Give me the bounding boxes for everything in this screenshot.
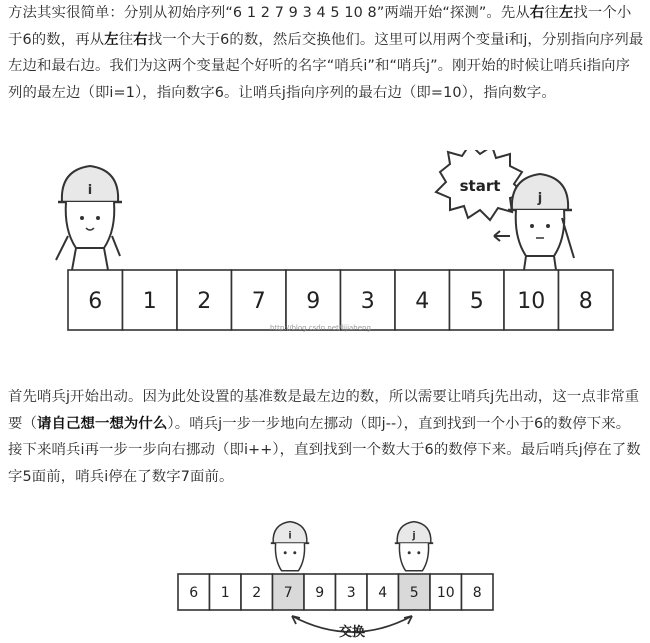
- sentry-i-small-label: i: [288, 530, 292, 542]
- sequence-cell-value: 7: [251, 288, 266, 314]
- sequence-cell-value: 7: [283, 585, 293, 602]
- sequence-cell-value: 2: [252, 585, 262, 602]
- sentry-i-small-illustration: [271, 522, 309, 571]
- text-run: 往: [118, 31, 134, 48]
- sequence-cell-value: 4: [378, 585, 388, 602]
- bold-left: 左: [558, 5, 574, 21]
- step-paragraph: [8, 384, 644, 490]
- sentry-j-illustration: [508, 174, 574, 270]
- text-run: ”两端开始“探测”。先从: [376, 5, 530, 21]
- sequence-cell-value: 9: [306, 288, 321, 314]
- sequence-row-swap: [178, 574, 493, 610]
- sequence-cell-value: 8: [472, 585, 482, 602]
- text-run: ）。哨兵j一步一步地向左挪动（即j--），直到找到一个小于6的数停下来。接下来哨兵i再一步一步向右挪动（即i++），直到找到一个数大于6的数停下来。最后哨兵j停在了数字5面前，哨兵i停在了数字7面前。: [8, 415, 641, 485]
- sequence-cell-value: 3: [346, 585, 356, 602]
- text-run: 首先哨兵j开始出动。因为此处设置的基准数是最左边的数，所以需要让哨兵j先出动，这一点非常重要（: [8, 389, 640, 432]
- sequence-cell-value: 5: [469, 288, 484, 314]
- sequence-cell-value: 6: [88, 288, 103, 314]
- sentries-start-figure: [0, 150, 650, 370]
- sentries-swap-figure: [0, 508, 650, 643]
- sequence-cell-value: 9: [315, 585, 325, 602]
- sequence-cell-value: 1: [142, 288, 157, 314]
- sequence-cell-value: 8: [578, 288, 593, 314]
- text-run: 方法其实很简单：分别从初始序列“: [8, 5, 233, 21]
- text-run: 找一个大于6的数，然后交换他们。这里可以用两个变量i和j，分别指向序列最左边和最右边。我们为这两个变量起个好听的名字“哨兵i”和“哨兵j”。刚开始的时候让哨兵i指向序列的最左边（即i=1），指向数字6。让哨兵j指向序列的最右边（即=10），指向数字。: [8, 31, 644, 101]
- swap-label: 交换: [338, 625, 366, 640]
- sentry-j-small-illustration: [395, 522, 433, 571]
- bold-left: 左: [104, 31, 119, 48]
- left-arrow-icon: [494, 231, 510, 241]
- sequence-cell-value: 6: [189, 585, 199, 602]
- sentry-i-label: i: [87, 183, 93, 198]
- text-run: 找一个小于6的数，再从: [8, 5, 632, 48]
- sequence-cell-value: 1: [220, 585, 230, 602]
- sequence-cell-value: 3: [360, 288, 375, 314]
- sequence-cell-value: 5: [409, 585, 419, 602]
- sequence-cell-value: 2: [197, 288, 212, 314]
- sentry-j-label: j: [537, 191, 543, 206]
- sentry-j-small-label: j: [412, 530, 416, 542]
- bold-right: 右: [529, 5, 545, 21]
- sequence-text: 6 1 2 7 9 3 4 5 10 8: [232, 5, 377, 21]
- swap-arrow-icon: [292, 616, 412, 624]
- watermark: http://blog.csdn.net/lijiaheng: [270, 324, 371, 332]
- sequence-row: [68, 270, 613, 330]
- bold-emphasis: 请自己想一想为什么: [36, 415, 168, 432]
- sequence-cell-value: 10: [517, 288, 546, 314]
- sequence-cell-value: 10: [436, 585, 455, 602]
- intro-paragraph: [8, 0, 644, 106]
- start-label: start: [459, 177, 501, 195]
- bold-right: 右: [133, 31, 148, 48]
- sequence-cell-value: 4: [415, 288, 430, 314]
- text-run: 往: [544, 5, 559, 21]
- sentry-i-illustration: [56, 166, 122, 270]
